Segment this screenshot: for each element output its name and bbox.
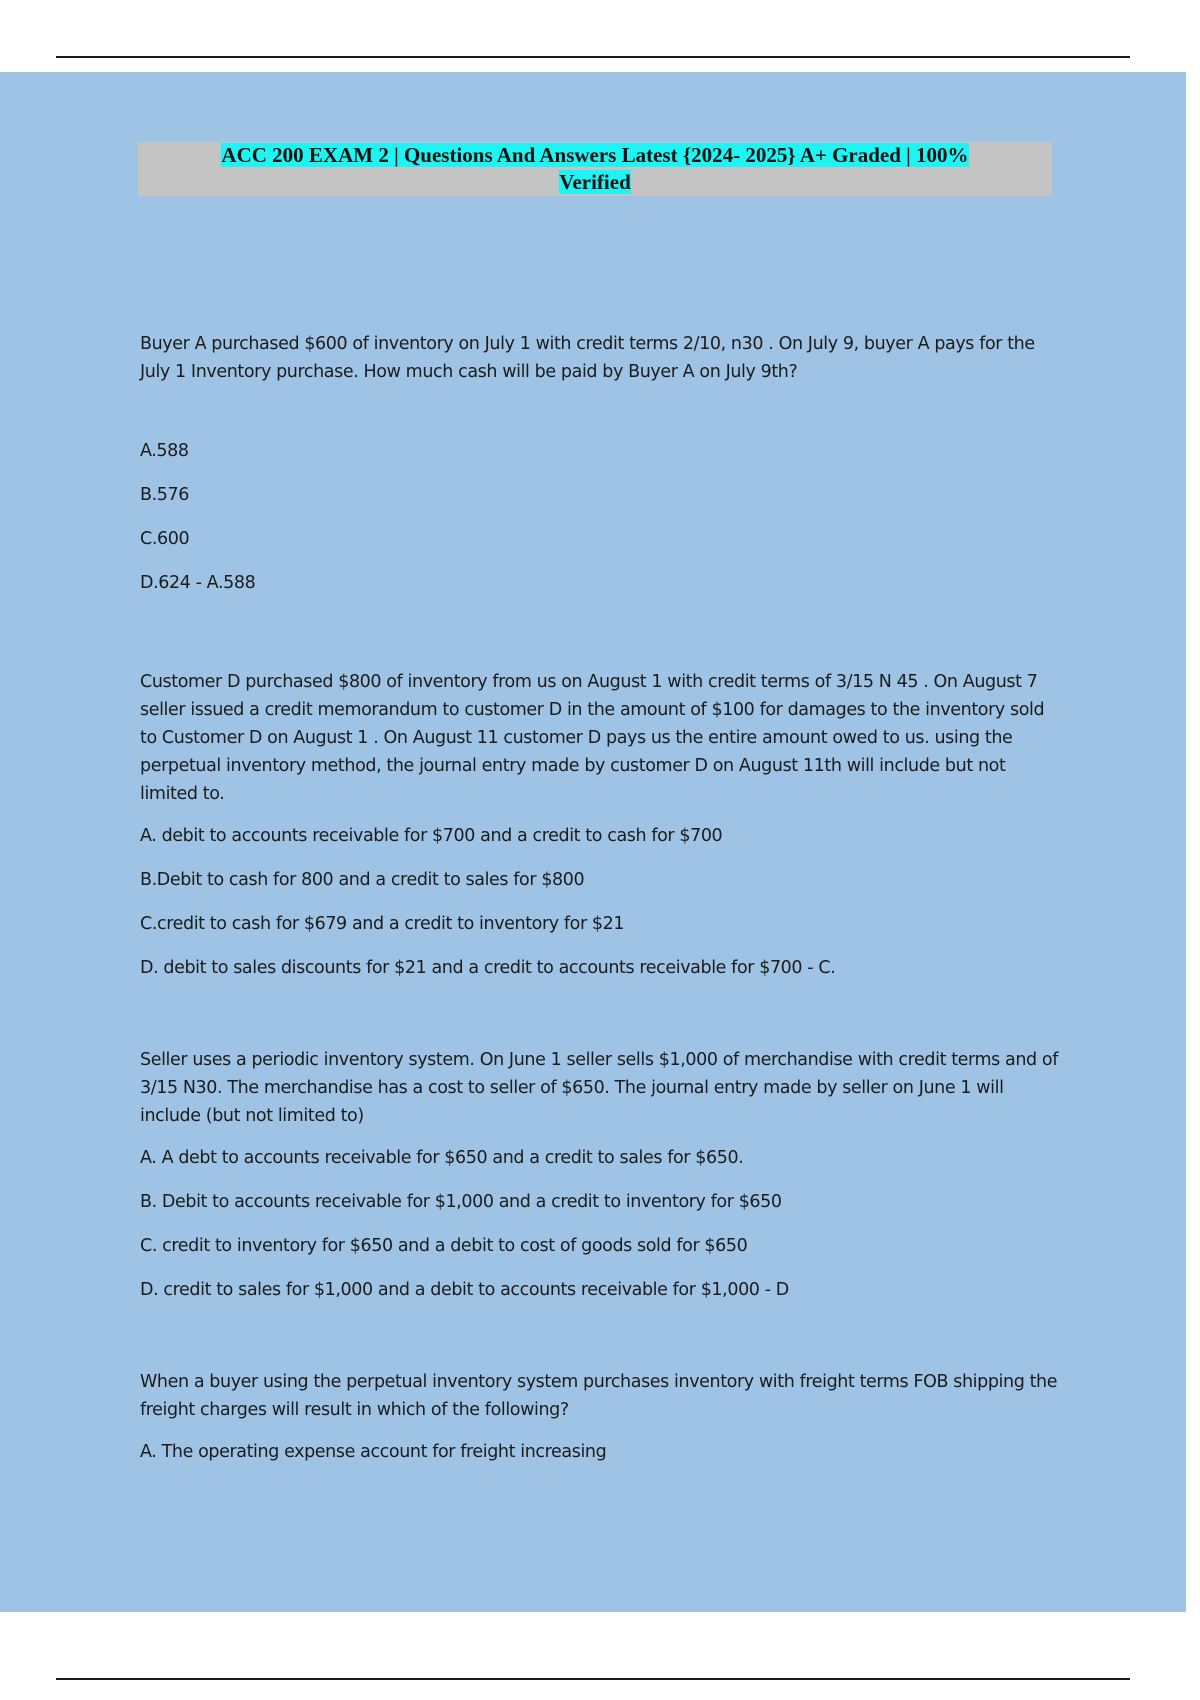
question-text: Customer D purchased $800 of inventory from us on August 1 with credit terms of 3/15 N 45 . On August 7 seller issued a credit memorandum to customer D in the amount of $100 for damages to the inventory sold to Customer D on August 1 . On August 11 customer D pays us the entire amount owed to us. using the perpetual inventory method, the journal entry made by customer D on August 11th will include but not limited to.	[140, 672, 1045, 804]
question-2	[140, 668, 1060, 808]
document-title	[138, 142, 1052, 196]
top-rule	[56, 56, 1130, 58]
option: C.credit to cash for $679 and a credit to inventory for $21	[140, 914, 625, 934]
option: A.588	[140, 441, 189, 461]
title-line-1: ACC 200 EXAM 2 | Questions And Answers Latest {2024- 2025} A+ Graded | 100%	[221, 143, 969, 167]
option: B. Debit to accounts receivable for $1,000 and a credit to inventory for $650	[140, 1192, 782, 1212]
option: C.600	[140, 529, 190, 549]
bottom-rule	[56, 1678, 1130, 1680]
option: A. A debt to accounts receivable for $650 and a credit to sales for $650.	[140, 1148, 744, 1168]
question-text: When a buyer using the perpetual inventory system purchases inventory with freight terms FOB shipping the freight charges will result in which of the following?	[140, 1372, 1058, 1420]
option: B.576	[140, 485, 189, 505]
question-text: Buyer A purchased $600 of inventory on July 1 with credit terms 2/10, n30 . On July 9, buyer A pays for the July 1 Inventory purchase. How much cash will be paid by Buyer A on July 9th?	[140, 334, 1035, 382]
option: C. credit to inventory for $650 and a debit to cost of goods sold for $650	[140, 1236, 748, 1256]
option: A. debit to accounts receivable for $700 and a credit to cash for $700	[140, 826, 723, 846]
option: D. debit to sales discounts for $21 and a credit to accounts receivable for $700 - C.	[140, 958, 836, 978]
title-line-2: Verified	[559, 170, 631, 194]
question-4	[140, 1368, 1060, 1424]
question-text: Seller uses a periodic inventory system. On June 1 seller sells $1,000 of merchandise with credit terms and of 3/15 N30. The merchandise has a cost to seller of $650. The journal entry made by seller on June 1 will include (but not limited to)	[140, 1050, 1058, 1126]
option: D. credit to sales for $1,000 and a debit to accounts receivable for $1,000 - D	[140, 1280, 789, 1300]
option: D.624 - A.588	[140, 573, 256, 593]
question-1	[140, 330, 1060, 386]
option: A. The operating expense account for freight increasing	[140, 1442, 607, 1462]
option: B.Debit to cash for 800 and a credit to sales for $800	[140, 870, 585, 890]
question-3	[140, 1046, 1060, 1130]
